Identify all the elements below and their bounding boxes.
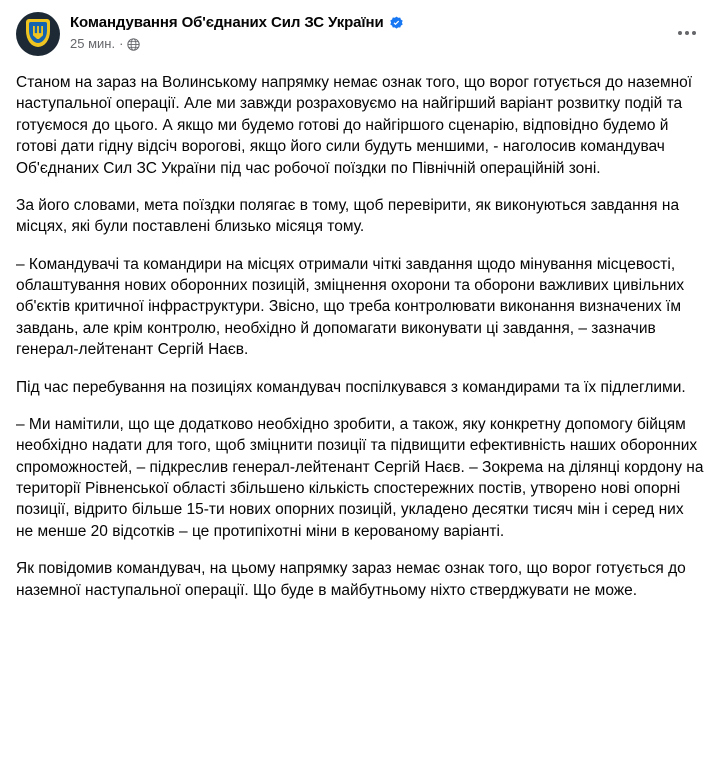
post-meta [70, 36, 704, 52]
post-header-text [70, 12, 704, 52]
post-paragraph: За його словами, мета поїздки полягає в тому, щоб перевірити, як виконуються завдання на місцях, які були поставлені близько місяця тому. [16, 196, 680, 236]
verified-badge-icon [389, 16, 404, 31]
page-name[interactable]: Командування Об'єднаних Сил ЗС України [70, 14, 384, 31]
post-body [16, 72, 704, 601]
post-paragraph: – Командувачі та командири на місцях отримали чіткі завдання щодо мінування місцевості, облаштування нових оборонних позицій, зміцнення охорони та оборони важливих цивільних об'єктів критичної інфраструктури. Звісно, що треба контролювати виконання визначених їм завдань, але крім контролю, необхідно й допомагати виконувати ці завдання, – зазначив генерал-лейтенант Сергій Наєв. [16, 255, 685, 359]
post-paragraph: Під час перебування на позиціях командувач поспілкувався з командирами та їх підлеглими. [16, 378, 686, 396]
avatar[interactable] [16, 12, 60, 56]
globe-icon[interactable] [127, 38, 140, 51]
page-name-row [70, 13, 704, 33]
post-timestamp[interactable]: 25 мин. [70, 36, 116, 51]
meta-separator: · [119, 36, 124, 51]
more-options-dots [678, 31, 696, 35]
military-crest-avatar-icon [23, 17, 53, 51]
more-options-icon[interactable] [670, 16, 704, 50]
post-paragraph: Як повідомив командувач, на цьому напрямку зараз немає ознак того, що ворог готується до наземної наступальної операції. Що буде в майбутньому ніхто стверджувати не може. [16, 560, 686, 599]
post-header [16, 12, 704, 60]
post-paragraph: – Ми намітили, що ще додатково необхідно зробити, а також, яку конкретну допомогу бійцям необхідно надати для того, щоб зміцнити позиції та підвищити ефективність наших оборонних спроможностей, – підкреслив генерал-лейтенант Сергій Наєв. – Зокрема на ділянці кордону на території Рівненської області збільшено кількість спостережних постів, утворено нові опорні позиції, відрито більше 15-ти нових опорних позицій, укладено десятки тисяч мін і серед них не менше 20 відсотків – це протипіхотні міни в керованому варіанті. [16, 415, 704, 540]
post-paragraph: Станом на зараз на Волинському напрямку немає ознак того, що ворог готується до наземної наступальної операції. Але ми завжди розраховуємо на найгірший варіант розвитку подій та готуємося до цього. А якщо ми будемо готові до найгіршого сценарію, відповідно будемо й готові дати гідну відсіч ворогові, якщо його сили будуть меншими, - наголосив командувач Об'єднаних Сил ЗС України під час робочої поїздки по Північній операційній зоні. [16, 74, 693, 177]
